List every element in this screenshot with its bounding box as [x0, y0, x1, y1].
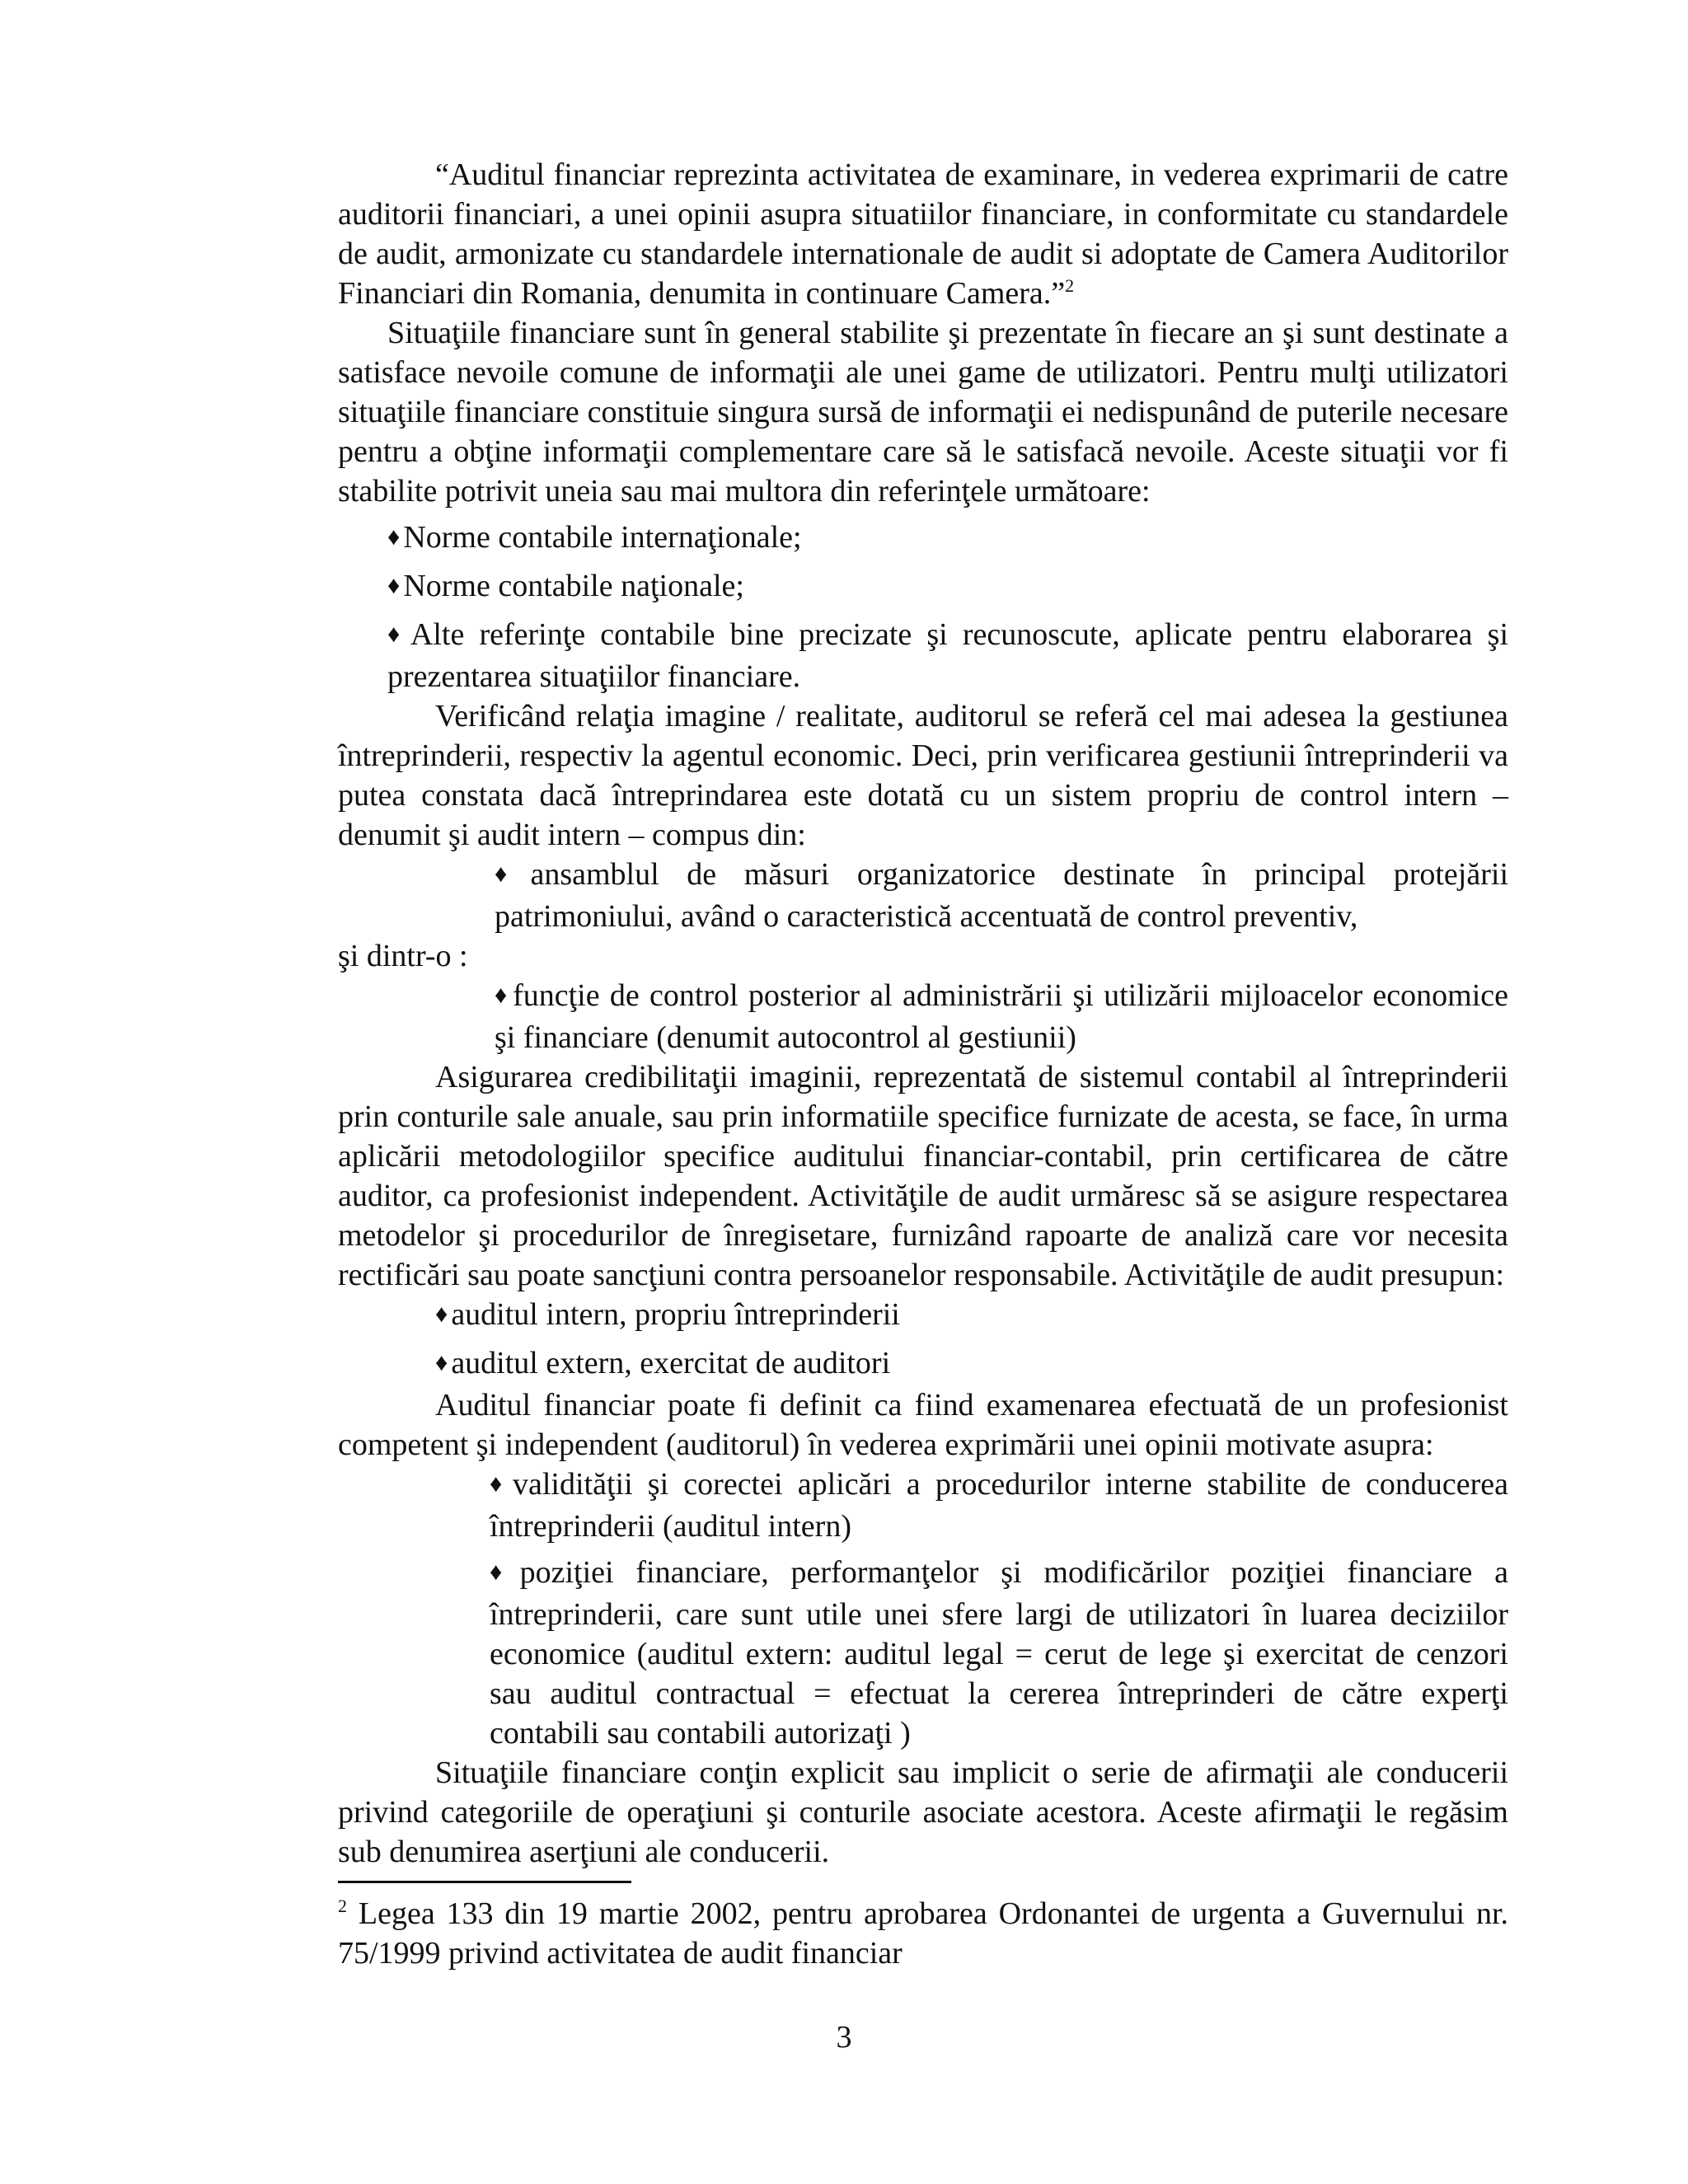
diamond-bullet-icon: ♦	[495, 982, 510, 1009]
diamond-bullet-icon: ♦	[387, 523, 401, 551]
list-item: ♦ Alte referinţe contabile bine precizate şi recunoscute, aplicate pentru elaborarea şi prezentarea situaţiilor financiare.	[387, 617, 1508, 694]
page-number: 3	[836, 2020, 852, 2055]
list-item: ♦ Norme contabile naţionale;	[387, 569, 744, 603]
list-item: ♦ funcţie de control posterior al administrării şi utilizării mijloacelor economice şi financiare (denumit autocontrol al gestiunii)	[495, 978, 1508, 1055]
list-item: ♦ validităţii şi corectei aplicări a procedurilor interne stabilite de conducerea întreprinderii (auditul intern)	[490, 1467, 1508, 1544]
footnote-text: Legea 133 din 19 martie 2002, pentru aprobarea Ordonantei de urgenta a Guvernului nr. 75/1999 privind activitatea de audit financiar	[338, 1896, 1508, 1971]
paragraph-audit-defined: Auditul financiar poate fi definit ca fiind examenarea efectuată de un profesionist competent şi independent (auditorul) în vederea exprimării unei opinii motivate asupra:	[338, 1388, 1508, 1462]
paragraph-assertions: Situaţiile financiare conţin explicit sau implicit o serie de afirmaţii ale conducerii privind categoriile de operaţiuni şi conturile asociate acestora. Aceste afirmaţii le regăsim sub denumirea aserţiuni ale conducerii.	[338, 1755, 1508, 1869]
paragraph-text: “Auditul financiar reprezinta activitatea de examinare, in vederea exprimarii de catre auditorii financiari, a unei opinii asupra situatiilor financiare, in conformitate cu standardele de audit, armonizate cu standardele internationale de audit si adoptate de Camera Auditorilor Financiari din Romania, denumita in continuare Camera.”	[338, 157, 1508, 311]
paragraph-audit-definition	[338, 155, 1508, 313]
list-item: ♦ auditul intern, propriu întreprinderii	[435, 1297, 900, 1332]
footnote-number: 2	[338, 1896, 347, 1916]
diamond-bullet-icon: ♦	[435, 1349, 448, 1376]
diamond-bullet-icon: ♦	[387, 621, 407, 648]
paragraph-financial-statements: Situaţiile financiare sunt în general stabilite şi prezentate în fiecare an şi sunt destinate a satisface nevoile comune de informaţii ale unei game de utilizatori. Pentru mulţi utilizatori situaţiile financiare constituie singura sursă de informaţii ei nedispunând de puterile necesare pentru a obţine informaţii complementare care să le satisfacă nevoile. Aceste situaţii vor fi stabilite potrivit uneia sau mai multora din referinţele următoare:	[338, 316, 1508, 509]
list-item: ♦ auditul extern, exercitat de auditori	[435, 1346, 891, 1380]
paragraph-credibility: Asigurarea credibilitaţii imaginii, reprezentată de sistemul contabil al întreprinderii prin conturile sale anuale, sau prin informatiile specifice furnizate de acesta, se face, în urma aplicării metodologiilor specifice auditului financiar-contabil, prin certificarea de către auditor, ca profesionist independent. Activităţile de audit urmăresc să se asigure respectarea metodelor şi procedurilor de înregisetare, furnizând rapoarte de analiză care vor necesita rectificări sau poate sancţiuni contra persoanelor responsabile. Activităţile de audit presupun:	[338, 1060, 1508, 1292]
list-item: ♦ ansamblul de măsuri organizatorice destinate în principal protejării patrimoniului, având o caracteristică accentuată de control preventiv,	[495, 857, 1508, 934]
diamond-bullet-icon: ♦	[490, 1470, 509, 1497]
diamond-bullet-icon: ♦	[490, 1558, 517, 1586]
connector-text: şi dintr-o :	[338, 939, 468, 973]
list-item: ♦ Norme contabile internaţionale;	[387, 520, 802, 555]
footnote-separator	[338, 1881, 631, 1883]
list-item: ♦ poziţiei financiare, performanţelor şi modificărilor poziţiei financiare a întreprinderii, care sunt utile unei sfere largi de utilizatori în luarea deciziilor economice (auditul extern: auditul legal = cerut de lege şi exercitat de cenzori sau auditul contractual = efectuat la cererea întreprinderi de către experţi contabili sau contabili autorizaţi )	[490, 1555, 1508, 1750]
body-text	[338, 155, 1508, 1872]
footnote-reference[interactable]: 2	[1065, 275, 1075, 296]
paragraph-internal-control: Verificând relaţia imagine / realitate, auditorul se referă cel mai adesea la gestiunea întreprinderii, respectiv la agentul economic. Deci, prin verificarea gestiunii întreprinderii va putea constata dacă întreprindarea este dotată cu un sistem propriu de control intern – denumit şi audit intern – compus din:	[338, 699, 1508, 852]
footnote	[338, 1894, 1508, 1973]
diamond-bullet-icon: ♦	[495, 860, 528, 888]
diamond-bullet-icon: ♦	[387, 572, 401, 599]
diamond-bullet-icon: ♦	[435, 1301, 448, 1328]
